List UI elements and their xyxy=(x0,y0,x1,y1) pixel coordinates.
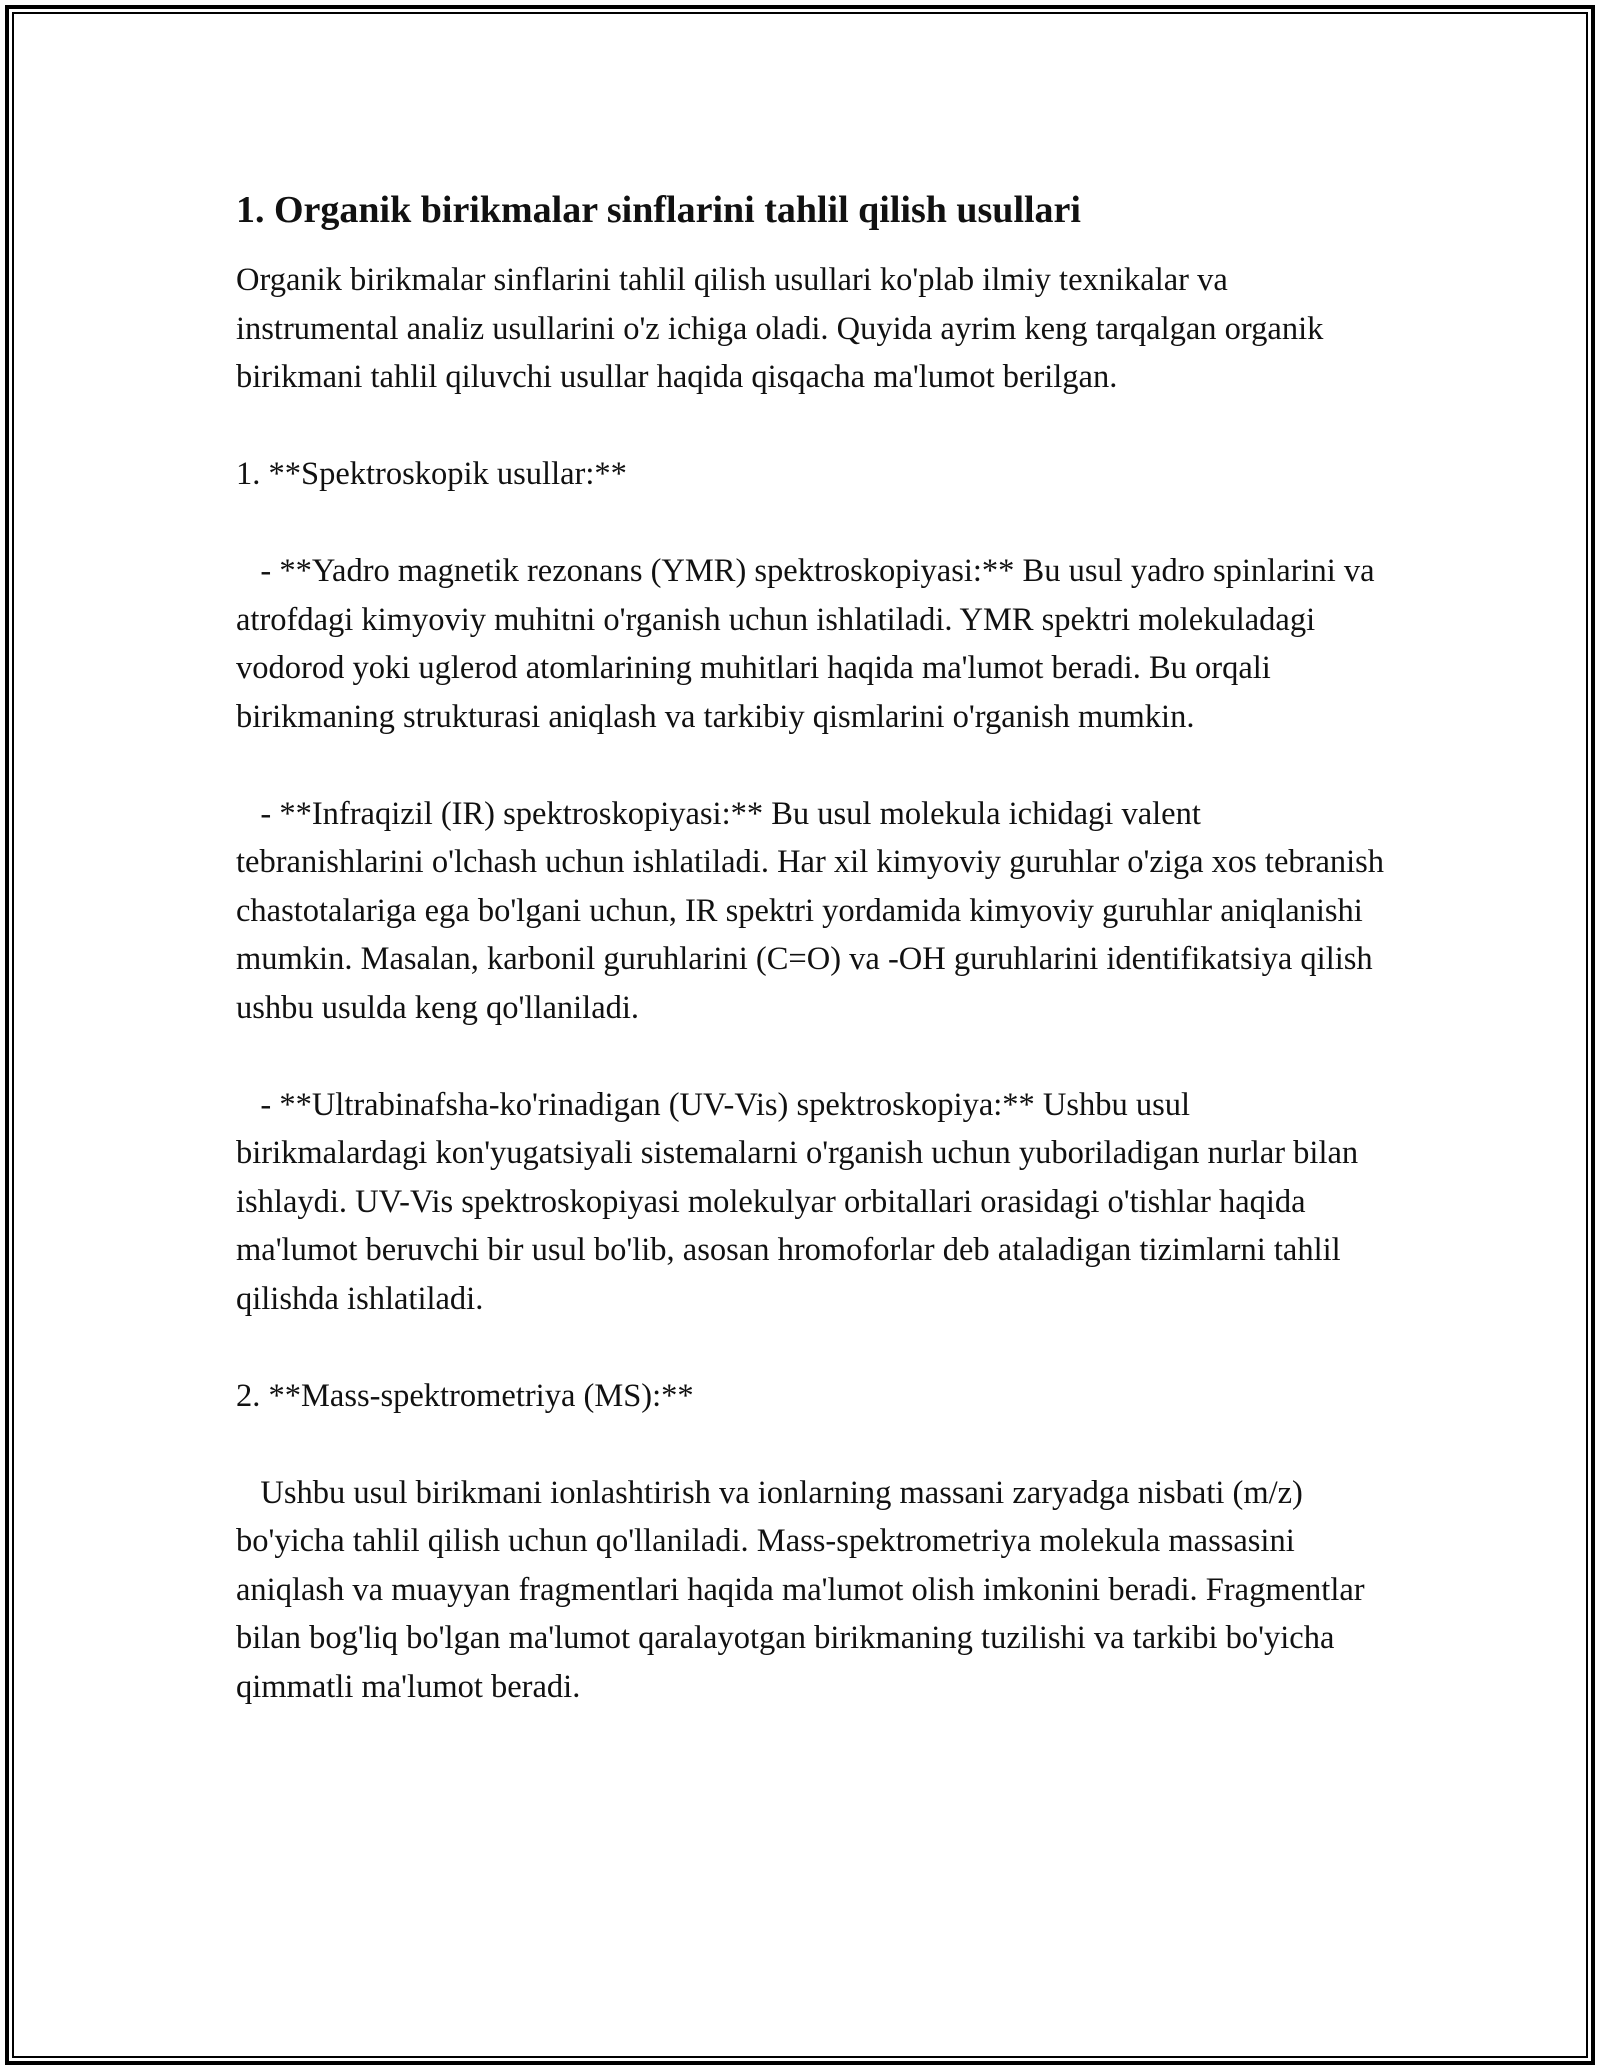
list-item-mass-spectrometry: 2. **Mass-spektrometriya (MS):** xyxy=(236,1377,694,1414)
sub-item-ir-spectroscopy: - **Infraqizil (IR) spektroskopiyasi:** Bu usul molekula ichidagi valent tebranishlarini o'lchash uchun ishlatiladi. Har xil kimyoviy guruhlar o'ziga xos tebranish chastotalariga ega bo'lgani uchun, IR spektri yordamida kimyoviy guruhlar aniqlanishi mumkin. Masalan, karbonil guruhlarini (C=O) va -OH guruhlarini identifikatsiya qilish ushbu usulda keng qo'llaniladi. xyxy=(236,795,1393,1026)
intro-paragraph: Organik birikmalar sinflarini tahlil qilish usullari ko'plab ilmiy texnikalar va instrumental analiz usullarini o'z ichiga oladi. Quyida ayrim keng tarqalgan organik birikmani tahlil qiluvchi usullar haqida qisqacha ma'lumot berilgan. xyxy=(236,262,1332,395)
document-body xyxy=(236,186,1393,1760)
sub-item-nmr-spectroscopy: - **Yadro magnetik rezonans (YMR) spektroskopiyasi:** Bu usul yadro spinlarini va atrofdagi kimyoviy muhitni o'rganish uchun ishlatiladi. YMR spektri molekuladagi vodorod yoki uglerod atomlarining muhitlari haqida ma'lumot beradi. Bu orqali birikmaning strukturasi aniqlash va tarkibiy qismlarini o'rganish mumkin. xyxy=(236,553,1383,735)
sub-item-uv-vis-spectroscopy: - **Ultrabinafsha-ko'rinadigan (UV-Vis) spektroskopiya:** Ushbu usul birikmalardagi kon'yugatsiyali sistemalarni o'rganish uchun yuboriladigan nurlar bilan ishlaydi. UV-Vis spektroskopiyasi molekulyar orbitallari orasidagi o'tishlar haqida ma'lumot beruvchi bir usul bo'lib, asosan hromoforlar deb ataladigan tizimlarni tahlil qilishda ishlatiladi. xyxy=(236,1086,1367,1317)
list-item-spectroscopic-methods: 1. **Spektroskopik usullar:** xyxy=(236,456,627,492)
mass-spectrometry-paragraph: Ushbu usul birikmani ionlashtirish va ionlarning massani zaryadga nisbati (m/z) bo'yicha tahlil qilish uchun qo'llaniladi. Mass-spektrometriya molekula massasini aniqlash va muayyan fragmentlari haqida ma'lumot olish imkonini beradi. Fragmentlar bilan bog'liq bo'lgan ma'lumot qaralayotgan birikmaning tuzilishi va tarkibi bo'yicha qimmatli ma'lumot beradi. xyxy=(236,1474,1373,1705)
section-heading: 1. Organik birikmalar sinflarini tahlil qilish usullari xyxy=(236,189,1081,231)
